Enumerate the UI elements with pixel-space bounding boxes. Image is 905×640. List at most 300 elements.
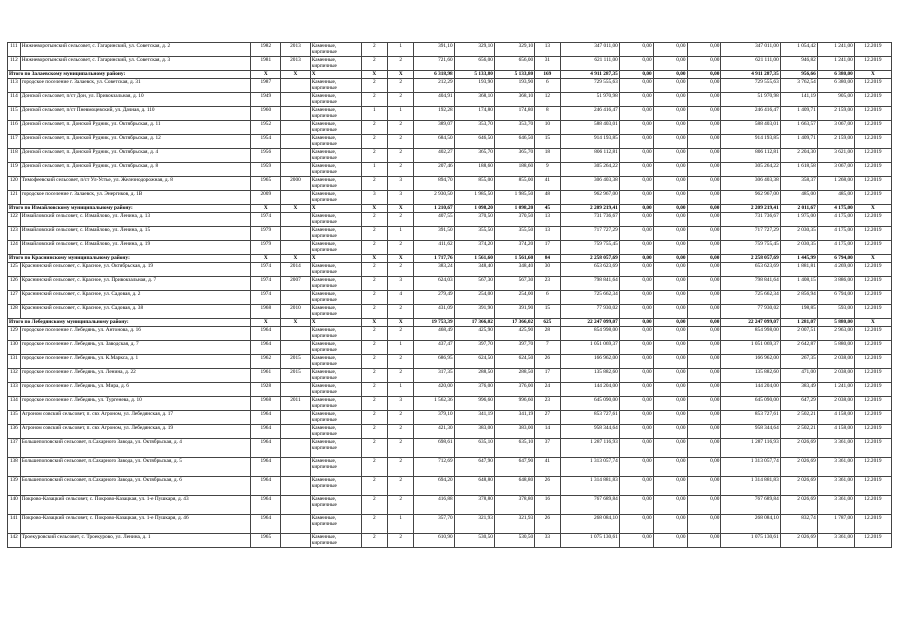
table-cell: [281, 477, 311, 496]
table-cell: 1974: [251, 213, 281, 227]
table-cell: 2: [361, 369, 387, 383]
table-row: [8, 191, 892, 205]
total-cell: 1 098,20: [454, 205, 494, 213]
wall-material-cell: Каменные, кирпичные: [310, 355, 361, 369]
table-row: [8, 305, 892, 319]
district-total-row: [8, 205, 892, 213]
table-cell: 0,00: [653, 79, 687, 93]
table-cell: 2: [388, 149, 414, 163]
address-cell: Донской сельсовет, п. Донской Рудник, ул. Октябрьская, д. 11: [20, 121, 251, 135]
table-cell: 116: [8, 121, 21, 135]
table-cell: 12.2019: [854, 43, 891, 57]
total-cell: 1 281,07: [780, 319, 817, 327]
total-label-cell: Итого по Измайловскому муниципальному району:: [8, 205, 251, 213]
total-cell: X: [281, 71, 311, 79]
table-cell: 0,00: [619, 341, 653, 355]
table-cell: 1: [388, 227, 414, 241]
table-cell: 193,90: [494, 79, 534, 93]
table-row: [8, 439, 892, 458]
table-cell: 2: [388, 93, 414, 107]
table-cell: 1: [388, 107, 414, 121]
table-cell: 0,00: [653, 327, 687, 341]
table-cell: 2: [361, 425, 387, 439]
table-cell: 353,70: [494, 121, 534, 135]
table-cell: 0,00: [687, 43, 721, 57]
total-cell: 0,00: [687, 71, 721, 79]
address-cell: городское поселение г. Лебедянь, ул. Ленина, д. 22: [20, 369, 251, 383]
table-cell: 3 886,00: [817, 277, 854, 291]
table-cell: 1: [388, 515, 414, 534]
table-cell: 0,00: [619, 397, 653, 411]
table-cell: 378,80: [494, 496, 534, 515]
table-cell: 16: [535, 496, 560, 515]
table-cell: 0,00: [687, 135, 721, 149]
table-cell: 0,00: [619, 291, 653, 305]
table-cell: 656,00: [494, 57, 534, 71]
total-cell: 0,00: [619, 71, 653, 79]
table-cell: 2: [361, 177, 387, 191]
table-cell: 1974: [251, 263, 281, 277]
table-cell: 3: [388, 191, 414, 205]
table-cell: 0,00: [619, 57, 653, 71]
table-cell: 12.2019: [854, 291, 891, 305]
table-cell: 1968: [251, 305, 281, 319]
address-cell: Измайловский сельсовет, с. Измайлово, ул. Ленина, д. 13: [20, 213, 251, 227]
table-row: [8, 227, 892, 241]
table-cell: 383,49: [780, 383, 817, 397]
address-cell: Донской сельсовет, п. Донской Рудник, ул. Октябрьская, д. 12: [20, 135, 251, 149]
table-cell: 717 727,29: [721, 227, 780, 241]
table-cell: [281, 149, 311, 163]
total-cell: 17 366,02: [454, 319, 494, 327]
table-cell: 134: [8, 397, 21, 411]
table-cell: 0,00: [619, 477, 653, 496]
address-cell: Агроном совский сельсовет, п. свх Агроном, ул. Лебедянская, д. 17: [20, 411, 251, 425]
wall-material-cell: Каменные, кирпичные: [310, 263, 361, 277]
table-cell: 306 403,38: [560, 177, 619, 191]
table-row: [8, 43, 892, 57]
table-cell: 2: [361, 79, 387, 93]
total-cell: 0,00: [653, 205, 687, 213]
table-cell: 2 026,69: [780, 534, 817, 548]
total-cell: 0,00: [653, 255, 687, 263]
table-cell: 3: [361, 191, 387, 205]
table-cell: 0,00: [687, 477, 721, 496]
table-cell: 128: [8, 305, 21, 319]
table-cell: 0,00: [619, 369, 653, 383]
table-cell: [281, 213, 311, 227]
table-cell: 193,90: [454, 79, 494, 93]
table-cell: 0,00: [653, 191, 687, 205]
table-cell: 0,00: [687, 79, 721, 93]
table-cell: 653 623,69: [560, 263, 619, 277]
total-cell: 1 210,67: [414, 205, 454, 213]
table-cell: 3 361,00: [817, 534, 854, 548]
table-cell: 391,90: [454, 305, 494, 319]
table-cell: 855,00: [454, 177, 494, 191]
table-cell: 12.2019: [854, 355, 891, 369]
total-cell: X: [361, 205, 387, 213]
table-cell: 198,85: [780, 305, 817, 319]
district-total-row: [8, 255, 892, 263]
table-cell: 379,10: [414, 411, 454, 425]
table-cell: 2: [361, 121, 387, 135]
table-cell: 646,50: [494, 135, 534, 149]
table-cell: 246 416,47: [560, 107, 619, 121]
table-cell: 2: [361, 477, 387, 496]
table-cell: 2014: [281, 263, 311, 277]
table-cell: 2: [388, 439, 414, 458]
table-row: [8, 411, 892, 425]
total-cell: X: [361, 255, 387, 263]
table-cell: 0,00: [653, 411, 687, 425]
total-cell: 1 717,76: [414, 255, 454, 263]
total-label-cell: Итого по Залаевскому муниципальному району:: [8, 71, 251, 79]
wall-material-cell: Каменные, кирпичные: [310, 397, 361, 411]
table-cell: 368,10: [454, 93, 494, 107]
total-cell: 5 133,80: [494, 71, 534, 79]
table-cell: 2: [361, 305, 387, 319]
total-cell: 6 380,00: [817, 71, 854, 79]
address-cell: городское поселение г. Залаевск, ул. Энергиков, д. 1В: [20, 191, 251, 205]
table-cell: 1 409,71: [780, 135, 817, 149]
table-cell: 2 026,69: [780, 477, 817, 496]
table-cell: 1982: [251, 43, 281, 57]
table-cell: 353,70: [454, 121, 494, 135]
table-cell: 0,00: [653, 496, 687, 515]
wall-material-cell: Каменные, кирпичные: [310, 191, 361, 205]
total-cell: 0,00: [619, 255, 653, 263]
table-cell: 2: [388, 241, 414, 255]
table-cell: 1 054,42: [780, 43, 817, 57]
table-cell: 3 067,00: [817, 163, 854, 177]
table-cell: 192,28: [414, 107, 454, 121]
total-cell: 22 247 099,07: [721, 319, 780, 327]
table-cell: [281, 534, 311, 548]
table-cell: 365,70: [494, 149, 534, 163]
wall-material-cell: Каменные, кирпичные: [310, 369, 361, 383]
table-cell: 647,90: [494, 458, 534, 477]
table-cell: 0,00: [687, 327, 721, 341]
table-cell: 425,90: [494, 327, 534, 341]
table-cell: [281, 515, 311, 534]
table-cell: 1965: [251, 177, 281, 191]
table-cell: 30: [535, 263, 560, 277]
table-cell: 41: [535, 458, 560, 477]
table-cell: 0,00: [653, 263, 687, 277]
table-cell: 0,00: [687, 397, 721, 411]
table-cell: 485,00: [817, 191, 854, 205]
address-cell: Нижневоротынский сельсовет, с. Гагаринский, ул. Советская, д. 2: [20, 43, 251, 57]
total-cell: X: [310, 205, 361, 213]
total-cell: 5 133,80: [454, 71, 494, 79]
wall-material-cell: Каменные, кирпичные: [310, 383, 361, 397]
address-cell: Краснинский сельсовет, с. Красное, ул. Октябрьская, д. 19: [20, 263, 251, 277]
table-cell: [281, 411, 311, 425]
table-cell: 125: [8, 263, 21, 277]
table-cell: 1968: [251, 397, 281, 411]
table-cell: 0,00: [687, 341, 721, 355]
table-cell: 268 084,10: [721, 515, 780, 534]
table-cell: 123: [8, 227, 21, 241]
table-cell: 962 967,00: [721, 191, 780, 205]
table-cell: 0,00: [653, 477, 687, 496]
table-cell: 2: [361, 397, 387, 411]
table-cell: 0,00: [619, 43, 653, 57]
table-cell: [281, 241, 311, 255]
wall-material-cell: Каменные, кирпичные: [310, 227, 361, 241]
table-cell: 0,00: [687, 241, 721, 255]
housing-program-table: [7, 42, 892, 548]
table-cell: [281, 191, 311, 205]
address-cell: Донской сельсовет, п. Донской Рудник, ул. Октябрьская, д. 8: [20, 163, 251, 177]
table-cell: 12.2019: [854, 163, 891, 177]
table-cell: 0,00: [619, 383, 653, 397]
table-cell: 1 051 069,37: [560, 341, 619, 355]
table-cell: 1959: [251, 163, 281, 177]
total-cell: 169: [535, 71, 560, 79]
table-cell: 0,00: [687, 411, 721, 425]
table-cell: 717 727,29: [560, 227, 619, 241]
table-cell: 2 038,00: [817, 397, 854, 411]
table-cell: 0,00: [619, 515, 653, 534]
table-cell: 6 794,00: [817, 291, 854, 305]
table-cell: 646,50: [454, 135, 494, 149]
table-cell: 1964: [251, 439, 281, 458]
table-cell: 731 736,67: [721, 213, 780, 227]
table-cell: 12.2019: [854, 411, 891, 425]
table-row: [8, 93, 892, 107]
table-cell: [281, 79, 311, 93]
table-cell: 51 970,98: [560, 93, 619, 107]
table-cell: 12.2019: [854, 79, 891, 93]
table-cell: [281, 93, 311, 107]
table-cell: 1956: [251, 149, 281, 163]
table-cell: 0,00: [653, 458, 687, 477]
wall-material-cell: Каменные, кирпичные: [310, 341, 361, 355]
table-cell: 8: [535, 107, 560, 121]
table-cell: 119: [8, 163, 21, 177]
table-cell: 0,00: [687, 149, 721, 163]
table-cell: 2: [361, 327, 387, 341]
table-cell: 374,20: [494, 241, 534, 255]
address-cell: Большепоповский сельсовет, п.Сахарного Завода, ул. Октябрьская, д. 6: [20, 477, 251, 496]
table-cell: 1 241,00: [817, 43, 854, 57]
table-cell: 4 175,00: [817, 241, 854, 255]
table-cell: 914 193,85: [560, 135, 619, 149]
table-cell: 389,07: [414, 121, 454, 135]
table-cell: 348,40: [494, 263, 534, 277]
table-cell: 391,50: [414, 227, 454, 241]
table-cell: 12.2019: [854, 121, 891, 135]
table-cell: 0,00: [653, 439, 687, 458]
table-cell: 431,09: [414, 305, 454, 319]
table-cell: 853 727,61: [721, 411, 780, 425]
table-cell: 17: [535, 369, 560, 383]
address-cell: Измайловский сельсовет, с. Измайлово, ул. Ленина, д. 19: [20, 241, 251, 255]
table-cell: 317,35: [414, 369, 454, 383]
table-cell: 0,00: [687, 263, 721, 277]
table-cell: 1 268,00: [817, 177, 854, 191]
wall-material-cell: Каменные, кирпичные: [310, 57, 361, 71]
table-cell: 1 051 069,37: [721, 341, 780, 355]
table-cell: 645 090,00: [560, 397, 619, 411]
table-cell: 2: [388, 213, 414, 227]
table-cell: 404,91: [414, 93, 454, 107]
table-cell: 267,35: [780, 355, 817, 369]
table-cell: 12.2019: [854, 439, 891, 458]
table-cell: 7: [535, 341, 560, 355]
table-cell: 140: [8, 496, 21, 515]
table-cell: 0,00: [687, 305, 721, 319]
table-cell: 120: [8, 177, 21, 191]
table-cell: 0,00: [653, 369, 687, 383]
table-cell: 2: [388, 79, 414, 93]
wall-material-cell: Каменные, кирпичные: [310, 411, 361, 425]
table-cell: 5 880,00: [817, 341, 854, 355]
table-cell: 2 963,00: [817, 327, 854, 341]
table-cell: 378,80: [454, 496, 494, 515]
table-cell: 648,80: [494, 477, 534, 496]
table-cell: 0,00: [619, 439, 653, 458]
total-cell: 4 175,00: [817, 205, 854, 213]
table-cell: [281, 163, 311, 177]
table-cell: 0,00: [619, 163, 653, 177]
total-cell: X: [854, 319, 891, 327]
total-cell: 0,00: [687, 205, 721, 213]
table-cell: 2: [361, 263, 387, 277]
address-cell: городское поселение г. Лебедянь, ул. Мира, д. 6: [20, 383, 251, 397]
table-cell: 0,00: [653, 515, 687, 534]
address-cell: Краснинский сельсовет, с. Красное, ул. Привокзальная, д. 7: [20, 277, 251, 291]
table-cell: 1964: [251, 458, 281, 477]
table-cell: 853 727,61: [560, 411, 619, 425]
table-row: [8, 458, 892, 477]
address-cell: Краснинский сельсовет, с. Красное, ул. Садовая, д. 2: [20, 291, 251, 305]
table-cell: 370,50: [494, 213, 534, 227]
total-cell: 1 445,99: [780, 255, 817, 263]
total-cell: X: [854, 205, 891, 213]
table-cell: 798 841,64: [721, 277, 780, 291]
address-cell: городское поселение г. Лебедянь, ул. К.Маркса, д. 1: [20, 355, 251, 369]
table-cell: 2 030,35: [780, 241, 817, 255]
table-cell: 3 067,00: [817, 121, 854, 135]
table-cell: 407,55: [414, 213, 454, 227]
table-cell: 6 380,00: [817, 79, 854, 93]
table-cell: 370,50: [454, 213, 494, 227]
total-cell: 5 880,00: [817, 319, 854, 327]
table-cell: 3 361,00: [817, 477, 854, 496]
table-cell: 288,50: [494, 369, 534, 383]
wall-material-cell: Каменные, кирпичные: [310, 177, 361, 191]
table-cell: 1 314 881,83: [721, 477, 780, 496]
wall-material-cell: Каменные, кирпичные: [310, 515, 361, 534]
table-cell: 122: [8, 213, 21, 227]
table-cell: 0,00: [653, 291, 687, 305]
table-cell: 416,88: [414, 496, 454, 515]
table-cell: 2: [388, 496, 414, 515]
table-cell: 0,00: [653, 241, 687, 255]
table-cell: 3: [388, 397, 414, 411]
table-cell: 0,00: [619, 79, 653, 93]
total-cell: X: [251, 255, 281, 263]
table-row: [8, 477, 892, 496]
total-cell: X: [361, 319, 387, 327]
table-cell: 12: [535, 93, 560, 107]
table-cell: 33: [535, 534, 560, 548]
table-cell: 610,90: [414, 534, 454, 548]
table-cell: 23: [535, 277, 560, 291]
table-cell: 402,27: [414, 149, 454, 163]
table-cell: 721,60: [414, 57, 454, 71]
table-cell: 391,10: [414, 43, 454, 57]
table-cell: 31: [535, 57, 560, 71]
table-cell: 425,90: [454, 327, 494, 341]
table-cell: 4 269,00: [817, 263, 854, 277]
total-cell: 0,00: [619, 205, 653, 213]
table-cell: 3: [388, 277, 414, 291]
wall-material-cell: Каменные, кирпичные: [310, 149, 361, 163]
table-cell: 133: [8, 383, 21, 397]
table-cell: 348,40: [454, 263, 494, 277]
address-cell: Донской сельсовет, п/ст Пневмоцевский, ул. Дачная, д. 110: [20, 107, 251, 121]
table-cell: 2: [361, 277, 387, 291]
table-cell: 0,00: [619, 107, 653, 121]
table-cell: 962 967,00: [560, 191, 619, 205]
table-cell: 341,19: [454, 411, 494, 425]
table-cell: [281, 341, 311, 355]
table-cell: 329,10: [494, 43, 534, 57]
table-cell: 0,00: [687, 93, 721, 107]
table-cell: 12.2019: [854, 496, 891, 515]
table-cell: 635,10: [494, 439, 534, 458]
table-cell: 2 930,50: [414, 191, 454, 205]
table-cell: 2 026,69: [780, 496, 817, 515]
table-cell: 0,00: [653, 149, 687, 163]
table-cell: 1962: [251, 355, 281, 369]
table-cell: 1974: [251, 277, 281, 291]
table-cell: 698,61: [414, 439, 454, 458]
table-cell: 567,30: [454, 277, 494, 291]
table-cell: [281, 327, 311, 341]
table-cell: 1 287 116,93: [721, 439, 780, 458]
table-cell: 0,00: [619, 213, 653, 227]
table-cell: 647,29: [780, 397, 817, 411]
table-cell: 288,50: [454, 369, 494, 383]
total-cell: 1 098,20: [494, 205, 534, 213]
total-cell: 2 209 219,41: [560, 205, 619, 213]
table-cell: 2 642,87: [780, 341, 817, 355]
table-cell: 1964: [251, 496, 281, 515]
total-cell: 0,00: [653, 71, 687, 79]
table-cell: 905,00: [817, 93, 854, 107]
table-cell: 0,00: [687, 191, 721, 205]
table-cell: 12.2019: [854, 227, 891, 241]
table-cell: 2: [361, 355, 387, 369]
table-cell: 28: [535, 327, 560, 341]
table-cell: 0,00: [619, 458, 653, 477]
table-row: [8, 496, 892, 515]
table-cell: 2: [388, 425, 414, 439]
table-cell: 12.2019: [854, 213, 891, 227]
address-cell: Покрово-Казацкий сельсовет, с. Покрово-Казацкая, ул. 1-е Пушкаря, д. 46: [20, 515, 251, 534]
table-row: [8, 534, 892, 548]
table-cell: 1979: [251, 241, 281, 255]
table-cell: 383,00: [454, 425, 494, 439]
table-cell: 593,00: [817, 305, 854, 319]
table-cell: 656,00: [454, 57, 494, 71]
table-cell: 2: [361, 515, 387, 534]
